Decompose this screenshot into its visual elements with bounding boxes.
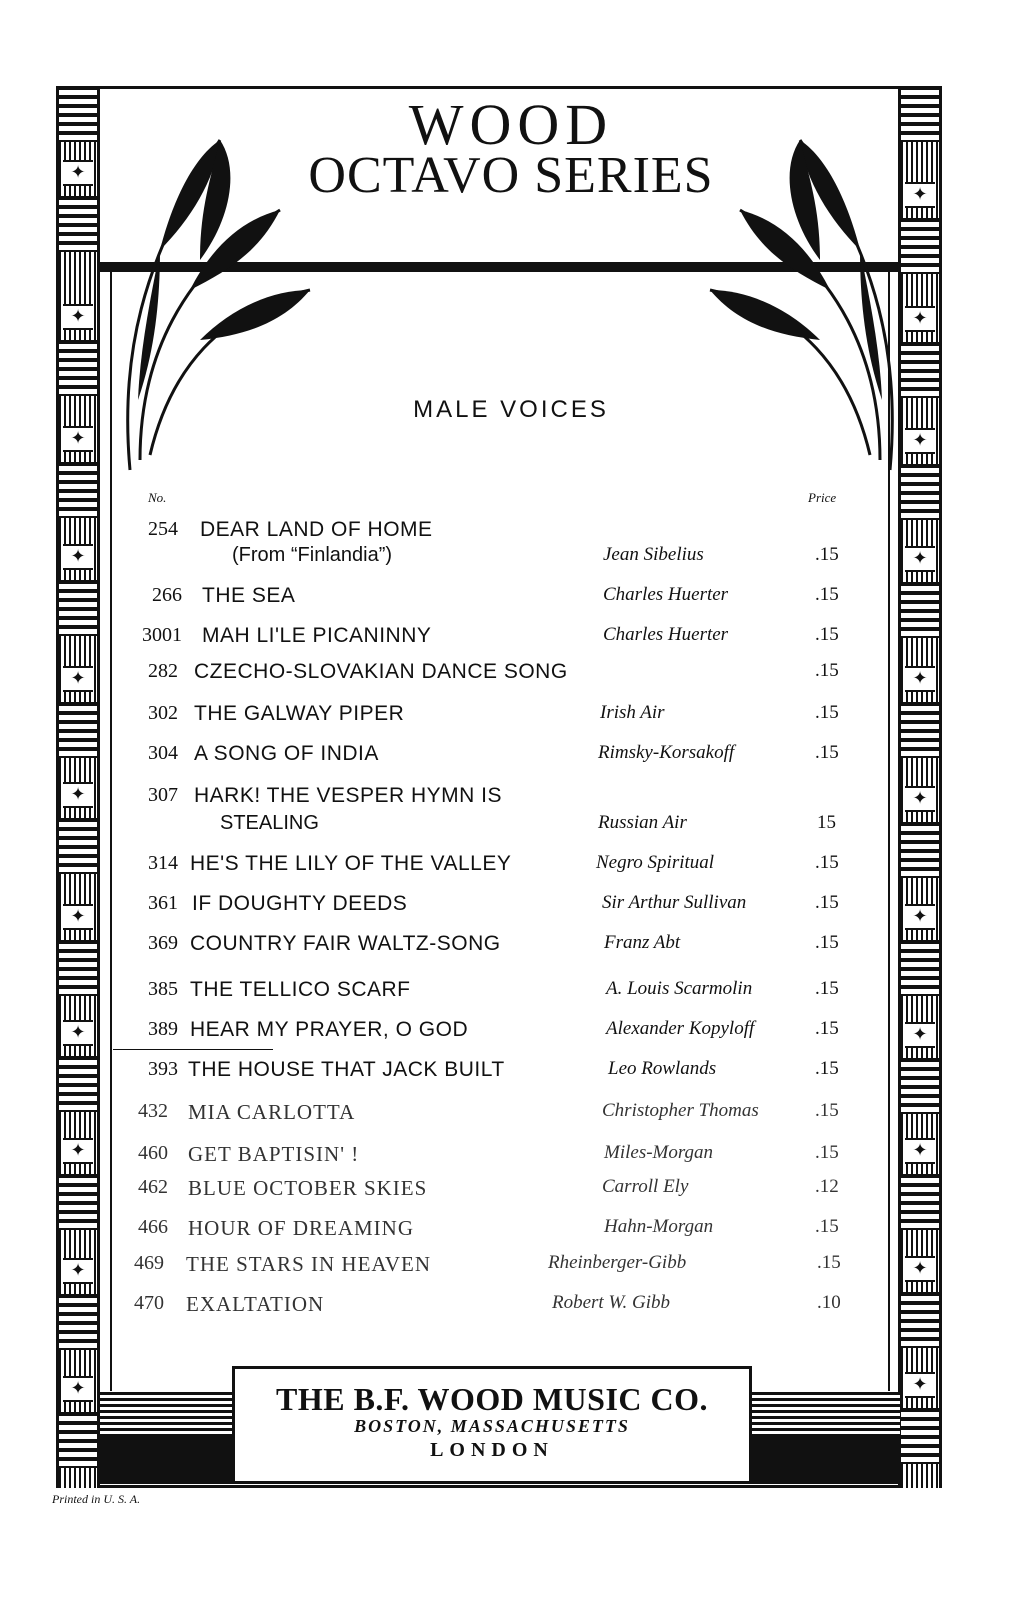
item-title: THE TELLICO SCARF — [190, 978, 411, 1001]
item-number: 307 — [148, 784, 178, 806]
item-number: 302 — [148, 702, 178, 724]
item-title: HOUR OF DREAMING — [188, 1216, 415, 1240]
item-price: .15 — [815, 932, 839, 953]
star-ornament-icon: ✦ — [63, 904, 93, 930]
item-composer: Sir Arthur Sullivan — [602, 892, 747, 913]
table-row — [0, 784, 1022, 814]
publisher-name: THE B.F. WOOD MUSIC CO. — [275, 1381, 708, 1417]
column-header-number: No. — [148, 490, 167, 505]
item-number: 469 — [134, 1252, 164, 1274]
item-price: .15 — [815, 1142, 839, 1163]
item-composer: Franz Abt — [604, 932, 681, 953]
item-title: IF DOUGHTY DEEDS — [192, 892, 408, 915]
star-ornament-icon: ✦ — [905, 546, 935, 572]
item-price: .15 — [815, 702, 839, 723]
table-row — [0, 624, 1022, 654]
item-title: A SONG OF INDIA — [194, 742, 379, 765]
series-title-line1: WOOD — [408, 92, 614, 157]
item-price: .15 — [815, 892, 839, 913]
item-price: .15 — [815, 660, 839, 681]
table-row — [0, 892, 1022, 922]
item-title: MIA CARLOTTA — [188, 1100, 356, 1124]
item-number: 304 — [148, 742, 178, 764]
star-ornament-icon: ✦ — [905, 306, 935, 332]
item-number: 314 — [148, 852, 178, 874]
item-title: BLUE OCTOBER SKIES — [188, 1176, 428, 1200]
table-row — [0, 812, 1022, 842]
item-price: .15 — [815, 624, 839, 645]
item-number: 254 — [148, 518, 178, 540]
star-ornament-icon: ✦ — [63, 1376, 93, 1402]
star-ornament-icon: ✦ — [63, 544, 93, 570]
star-ornament-icon: ✦ — [905, 1022, 935, 1048]
item-composer: Irish Air — [600, 702, 665, 723]
item-title: HE'S THE LILY OF THE VALLEY — [190, 852, 512, 875]
item-subtitle: (From “Finlandia”) — [232, 544, 393, 566]
star-ornament-icon: ✦ — [905, 666, 935, 692]
star-ornament-icon: ✦ — [63, 666, 93, 692]
item-title: GET BAPTISIN' ! — [188, 1142, 360, 1166]
table-row — [0, 544, 1022, 574]
item-composer: Robert W. Gibb — [552, 1292, 671, 1313]
item-composer: Jean Sibelius — [603, 544, 704, 565]
item-composer: Leo Rowlands — [608, 1058, 717, 1079]
item-title: THE SEA — [202, 584, 296, 607]
item-composer: Alexander Kopyloff — [606, 1018, 755, 1039]
item-number: 470 — [134, 1292, 164, 1314]
item-price: .12 — [815, 1176, 839, 1197]
table-row — [0, 584, 1022, 614]
star-ornament-icon: ✦ — [63, 304, 93, 330]
item-price: 15 — [817, 812, 836, 833]
item-composer: Russian Air — [598, 812, 687, 833]
table-row — [0, 1252, 1022, 1282]
item-subtitle: STEALING — [220, 812, 319, 834]
star-ornament-icon: ✦ — [63, 1138, 93, 1164]
item-title: HARK! THE VESPER HYMN IS — [194, 784, 503, 807]
printed-note: Printed in U. S. A. — [52, 1492, 141, 1506]
item-price: .10 — [817, 1292, 841, 1313]
item-composer: Charles Huerter — [603, 584, 729, 605]
table-row — [0, 978, 1022, 1008]
item-title: COUNTRY FAIR WALTZ-SONG — [190, 932, 501, 955]
item-number: 389 — [148, 1018, 178, 1040]
item-title: THE STARS IN HEAVEN — [186, 1252, 432, 1276]
item-number: 393 — [148, 1058, 178, 1080]
item-composer: Charles Huerter — [603, 624, 729, 645]
item-title: EXALTATION — [186, 1292, 325, 1316]
item-composer: Carroll Ely — [602, 1176, 689, 1197]
star-ornament-icon: ✦ — [905, 1138, 935, 1164]
table-row — [0, 1176, 1022, 1206]
star-ornament-icon: ✦ — [63, 426, 93, 452]
star-ornament-icon: ✦ — [905, 428, 935, 454]
item-composer: Miles-Morgan — [604, 1142, 714, 1163]
item-price: .15 — [815, 1100, 839, 1121]
table-row — [0, 1018, 1022, 1048]
item-number: 369 — [148, 932, 178, 954]
section-title: MALE VOICES — [413, 396, 609, 423]
item-number: 466 — [138, 1216, 168, 1238]
publisher-city: BOSTON, MASSACHUSETTS — [354, 1416, 630, 1436]
item-composer: Rheinberger-Gibb — [548, 1252, 687, 1273]
item-title: THE GALWAY PIPER — [194, 702, 405, 725]
item-composer: Hahn-Morgan — [604, 1216, 714, 1237]
divider-rule — [113, 1049, 273, 1050]
item-composer: A. Louis Scarmolin — [606, 978, 753, 999]
star-ornament-icon: ✦ — [905, 904, 935, 930]
item-number: 361 — [148, 892, 178, 914]
table-row — [0, 702, 1022, 732]
star-ornament-icon: ✦ — [905, 1372, 935, 1398]
item-number: 385 — [148, 978, 178, 1000]
star-ornament-icon: ✦ — [63, 782, 93, 808]
table-row — [0, 1058, 1022, 1088]
item-price: .15 — [815, 1058, 839, 1079]
series-title-line2: OCTAVO SERIES — [308, 147, 714, 204]
column-header-price: Price — [808, 490, 837, 505]
table-row — [0, 932, 1022, 962]
star-ornament-icon: ✦ — [905, 182, 935, 208]
item-price: .15 — [815, 742, 839, 763]
item-title: DEAR LAND OF HOME — [200, 518, 433, 541]
item-title: MAH LI'LE PICANINNY — [202, 624, 432, 647]
item-number: 460 — [138, 1142, 168, 1164]
item-number: 282 — [148, 660, 178, 682]
item-number: 266 — [152, 584, 182, 606]
item-price: .15 — [817, 1252, 841, 1273]
table-row — [0, 1216, 1022, 1246]
item-price: .15 — [815, 1216, 839, 1237]
table-row — [0, 1142, 1022, 1172]
star-ornament-icon: ✦ — [905, 786, 935, 812]
item-price: .15 — [815, 978, 839, 999]
star-ornament-icon: ✦ — [63, 1258, 93, 1284]
item-composer: Christopher Thomas — [602, 1100, 759, 1121]
item-title: HEAR MY PRAYER, O GOD — [190, 1018, 469, 1041]
star-ornament-icon: ✦ — [905, 1256, 935, 1282]
table-row — [0, 660, 1022, 690]
table-row — [0, 852, 1022, 882]
item-composer: Rimsky-Korsakoff — [598, 742, 735, 763]
item-title: CZECHO-SLOVAKIAN DANCE SONG — [194, 660, 568, 683]
table-row — [0, 1100, 1022, 1130]
item-price: .15 — [815, 544, 839, 565]
publisher-banner — [232, 1366, 752, 1484]
star-ornament-icon: ✦ — [63, 160, 93, 186]
item-price: .15 — [815, 1018, 839, 1039]
star-ornament-icon: ✦ — [63, 1020, 93, 1046]
table-row — [0, 742, 1022, 772]
item-number: 432 — [138, 1100, 168, 1122]
publisher-city-2: LONDON — [430, 1439, 554, 1461]
item-number: 3001 — [142, 624, 182, 646]
item-title: THE HOUSE THAT JACK BUILT — [188, 1058, 505, 1081]
table-row — [0, 1292, 1022, 1322]
item-price: .15 — [815, 852, 839, 873]
item-number: 462 — [138, 1176, 168, 1198]
item-composer: Negro Spiritual — [596, 852, 715, 873]
item-price: .15 — [815, 584, 839, 605]
